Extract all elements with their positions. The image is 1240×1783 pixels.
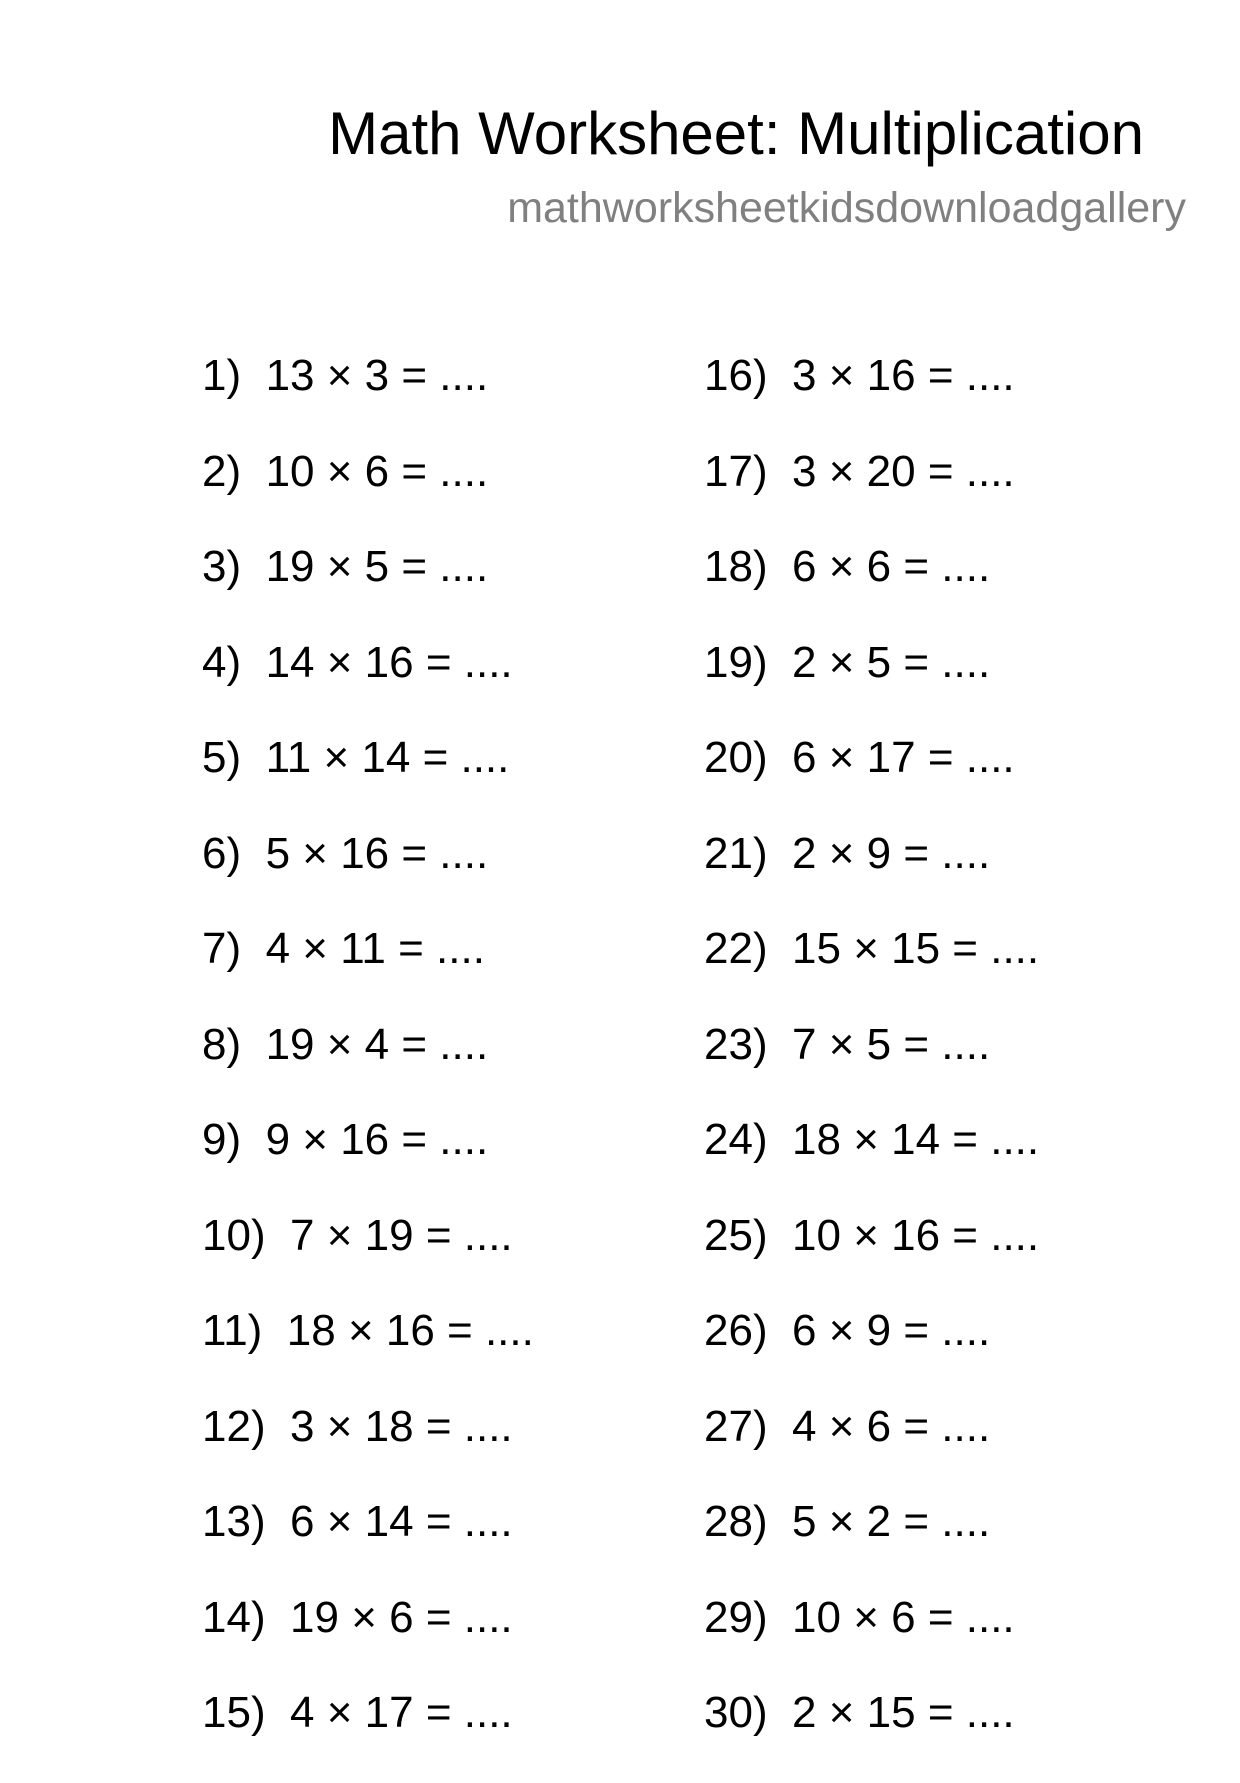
problem-expression: 19 × 6 = .... xyxy=(290,1592,513,1642)
problem-number: 5) xyxy=(202,733,242,782)
problem-expression: 2 × 5 = .... xyxy=(792,637,991,687)
problem-number: 11) xyxy=(202,1306,263,1355)
page-title: Math Worksheet: Multiplication xyxy=(328,100,1144,167)
problem-number: 23) xyxy=(704,1019,768,1069)
problem-expression: 18 × 14 = .... xyxy=(792,1115,1040,1164)
problem-number: 26) xyxy=(704,1306,768,1355)
problem-item xyxy=(704,541,1039,637)
problem-number: 25) xyxy=(704,1210,768,1260)
problem-expression: 18 × 16 = .... xyxy=(286,1306,534,1355)
problem-number: 22) xyxy=(704,924,768,973)
problem-number: 19) xyxy=(704,637,768,687)
problem-item xyxy=(704,637,1039,733)
problem-item xyxy=(704,828,1039,924)
problem-item xyxy=(704,1019,1039,1115)
problem-expression: 19 × 5 = .... xyxy=(265,542,489,591)
problem-item xyxy=(704,1687,1039,1783)
problem-expression: 6 × 6 = .... xyxy=(792,542,991,591)
problem-item xyxy=(202,637,534,733)
problem-number: 9) xyxy=(202,1115,242,1164)
problem-expression: 10 × 6 = .... xyxy=(792,1592,1015,1642)
problem-number: 30) xyxy=(704,1688,768,1737)
problem-expression: 13 × 3 = .... xyxy=(265,351,489,400)
problem-number: 24) xyxy=(704,1115,768,1164)
problem-item xyxy=(704,1496,1039,1592)
problem-number: 3) xyxy=(202,542,242,591)
problem-number: 1) xyxy=(202,351,242,400)
problem-item xyxy=(202,541,534,637)
problem-item xyxy=(704,1114,1039,1210)
problem-item xyxy=(202,1401,534,1497)
problem-number: 4) xyxy=(202,637,242,687)
problem-expression: 3 × 20 = .... xyxy=(792,446,1015,496)
problem-expression: 15 × 15 = .... xyxy=(792,924,1040,973)
problem-expression: 10 × 16 = .... xyxy=(792,1210,1040,1260)
problem-number: 13) xyxy=(202,1497,266,1546)
problem-item xyxy=(202,732,534,828)
problem-item xyxy=(202,1592,534,1688)
problem-item xyxy=(704,446,1039,542)
problem-number: 20) xyxy=(704,733,768,782)
problem-item xyxy=(202,923,534,1019)
problem-number: 28) xyxy=(704,1497,768,1546)
problem-number: 8) xyxy=(202,1019,242,1069)
problem-expression: 10 × 6 = .... xyxy=(265,446,489,496)
problem-expression: 14 × 16 = .... xyxy=(265,637,513,687)
problem-expression: 2 × 9 = .... xyxy=(792,828,991,878)
problem-number: 10) xyxy=(202,1210,266,1260)
problem-number: 16) xyxy=(704,351,768,400)
problem-item xyxy=(704,1305,1039,1401)
problem-expression: 5 × 16 = .... xyxy=(265,828,489,878)
problem-number: 18) xyxy=(704,542,768,591)
source-watermark: mathworksheetkidsdownloadgallery xyxy=(507,184,1186,232)
problem-item xyxy=(704,1210,1039,1306)
problem-expression: 3 × 16 = .... xyxy=(792,351,1015,400)
problem-number: 7) xyxy=(202,924,242,973)
problem-expression: 6 × 9 = .... xyxy=(792,1306,991,1355)
problem-expression: 7 × 19 = .... xyxy=(290,1210,513,1260)
problem-expression: 9 × 16 = .... xyxy=(265,1115,489,1164)
problem-item xyxy=(202,1496,534,1592)
problem-number: 17) xyxy=(704,446,768,496)
problem-number: 6) xyxy=(202,828,242,878)
problem-expression: 3 × 18 = .... xyxy=(290,1401,513,1451)
problem-item xyxy=(704,1592,1039,1688)
problem-expression: 7 × 5 = .... xyxy=(792,1019,991,1069)
problem-number: 27) xyxy=(704,1401,768,1451)
problem-number: 2) xyxy=(202,446,242,496)
problem-column-left xyxy=(202,350,534,1783)
problem-item xyxy=(202,1687,534,1783)
problem-item xyxy=(704,923,1039,1019)
problem-item xyxy=(202,1019,534,1115)
problem-expression: 4 × 11 = .... xyxy=(265,924,485,973)
problem-expression: 19 × 4 = .... xyxy=(265,1019,489,1069)
problem-item xyxy=(704,350,1039,446)
problem-column-right xyxy=(704,350,1039,1783)
problem-number: 29) xyxy=(704,1592,768,1642)
problem-item xyxy=(704,1401,1039,1497)
problem-expression: 2 × 15 = .... xyxy=(792,1688,1015,1737)
problem-item xyxy=(202,350,534,446)
problem-expression: 6 × 14 = .... xyxy=(290,1497,513,1546)
problem-expression: 11 × 14 = .... xyxy=(265,733,510,782)
problem-number: 21) xyxy=(704,828,768,878)
problem-item xyxy=(202,1210,534,1306)
problem-item xyxy=(704,732,1039,828)
problem-expression: 5 × 2 = .... xyxy=(792,1497,991,1546)
problem-item xyxy=(202,1305,534,1401)
problem-expression: 6 × 17 = .... xyxy=(792,733,1015,782)
problem-number: 15) xyxy=(202,1688,266,1737)
problem-item xyxy=(202,1114,534,1210)
problem-item xyxy=(202,828,534,924)
problem-item xyxy=(202,446,534,542)
problem-expression: 4 × 17 = .... xyxy=(290,1688,513,1737)
problem-number: 14) xyxy=(202,1592,266,1642)
problem-number: 12) xyxy=(202,1401,266,1451)
problem-expression: 4 × 6 = .... xyxy=(792,1401,991,1451)
